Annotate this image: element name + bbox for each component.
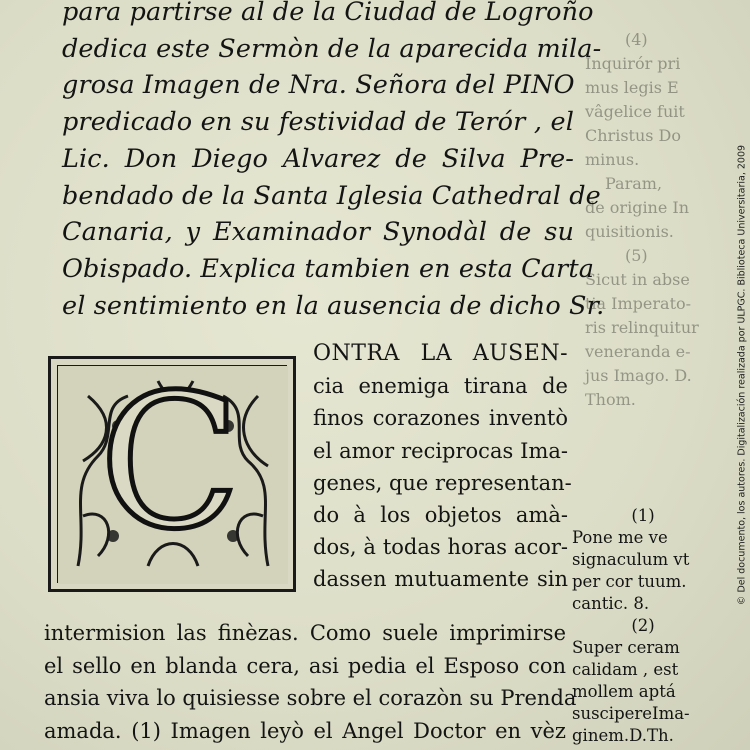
body-line: finos corazones inventò [313, 406, 568, 431]
ornament-frame [57, 365, 287, 583]
dedication-line: dedica este Sermòn de la aparecida mila- [62, 33, 602, 64]
body-line: dos, à todas horas acor- [313, 535, 568, 560]
dedication-line: grosa Imagen de Nra. Señora del PINO [62, 70, 575, 101]
bleed-line: (4) [625, 30, 648, 49]
margin-note-line: cantic. 8. [572, 594, 650, 613]
body-text-column [313, 338, 572, 596]
margin-note-line: per cor tuum. [572, 572, 687, 591]
margin-note-line: Pone me ve [572, 528, 668, 547]
bleed-line: ris relinquitur [585, 318, 699, 337]
bleed-line: Thom. [585, 390, 636, 409]
bleed-line: tia Imperato- [585, 294, 692, 313]
body-line: genes, que representan- [313, 470, 572, 495]
dedication-line: el sentimiento en la ausencia de dicho Sr. [62, 290, 605, 321]
bleed-line: Param, [605, 174, 663, 193]
bleed-line: minus. [585, 150, 640, 169]
body-line: dassen mutuamente sin [313, 567, 568, 592]
bleed-line: Christus Do [585, 126, 682, 145]
margin-note-line: calidam , est [572, 660, 679, 679]
body-line: ONTRA LA AUSEN- [313, 341, 568, 366]
bleed-line: veneranda e- [585, 342, 691, 361]
bleed-line: quisitionis. [585, 222, 674, 241]
bleed-line: jus Imago. D. [585, 366, 692, 385]
dedication-line: Obispado. Explica tambien en esta Carta [62, 253, 594, 284]
margin-note-line: Super ceram [572, 638, 680, 657]
marginal-notes [572, 505, 704, 747]
margin-note-line: signaculum vt [572, 550, 690, 569]
body-line: el amor reciprocas Ima- [313, 438, 568, 463]
body-text-full-width [44, 617, 577, 747]
margin-note-number: (2) [631, 616, 655, 635]
body-line: cia enemiga tirana de [313, 374, 568, 399]
bleed-line: vâgelice fuit [585, 102, 685, 121]
margin-note-line: ginem.D.Th. [572, 726, 674, 745]
dedication-line: para partirse al de la Ciudad de Logroño [62, 0, 594, 27]
dedication-line: bendado de la Santa Iglesia Cathedral de [62, 180, 601, 211]
ornamental-initial [48, 356, 296, 592]
dedication-line: Canaria, y Examinador Synodàl de su [62, 217, 574, 248]
body-line: do à los objetos amà- [313, 503, 568, 528]
bleed-line: de origine In [585, 198, 690, 217]
body-line: amada. (1) Imagen leyò el Angel Doctor en vèz [44, 718, 566, 743]
margin-note-line: suscipereIma- [572, 704, 690, 723]
body-line: el sello en blanda cera, asi pedia el Esposo con [44, 653, 566, 678]
body-line: ansia viva lo quisiesse sobre el corazòn su Prenda [44, 686, 577, 710]
body-line: intermision las finèzas. Como suele imprimirse [44, 621, 566, 645]
bleed-line: mus legis E [585, 78, 679, 97]
bleed-through-text [585, 28, 720, 412]
dedication-line: predicado en su festividad de Terór , el [62, 107, 574, 138]
margin-note-line: mollem aptá [572, 682, 676, 701]
bleed-line: (5) [625, 246, 648, 265]
dropcap-letter: C [99, 366, 241, 570]
dedication-line: Lic. Don Diego Alvarez de Silva Pre- [62, 143, 574, 174]
margin-note-number: (1) [631, 506, 655, 525]
bleed-line: Sicut in abse [585, 270, 690, 289]
digitization-credit: © Del documento, los autores. Digitalización realizada por ULPGC. Biblioteca Universitaria, 2009 [736, 144, 748, 606]
acanthus-ornament-icon [58, 366, 288, 584]
dedication-paragraph [62, 0, 605, 324]
bleed-line: Inquirór pri [585, 54, 681, 73]
